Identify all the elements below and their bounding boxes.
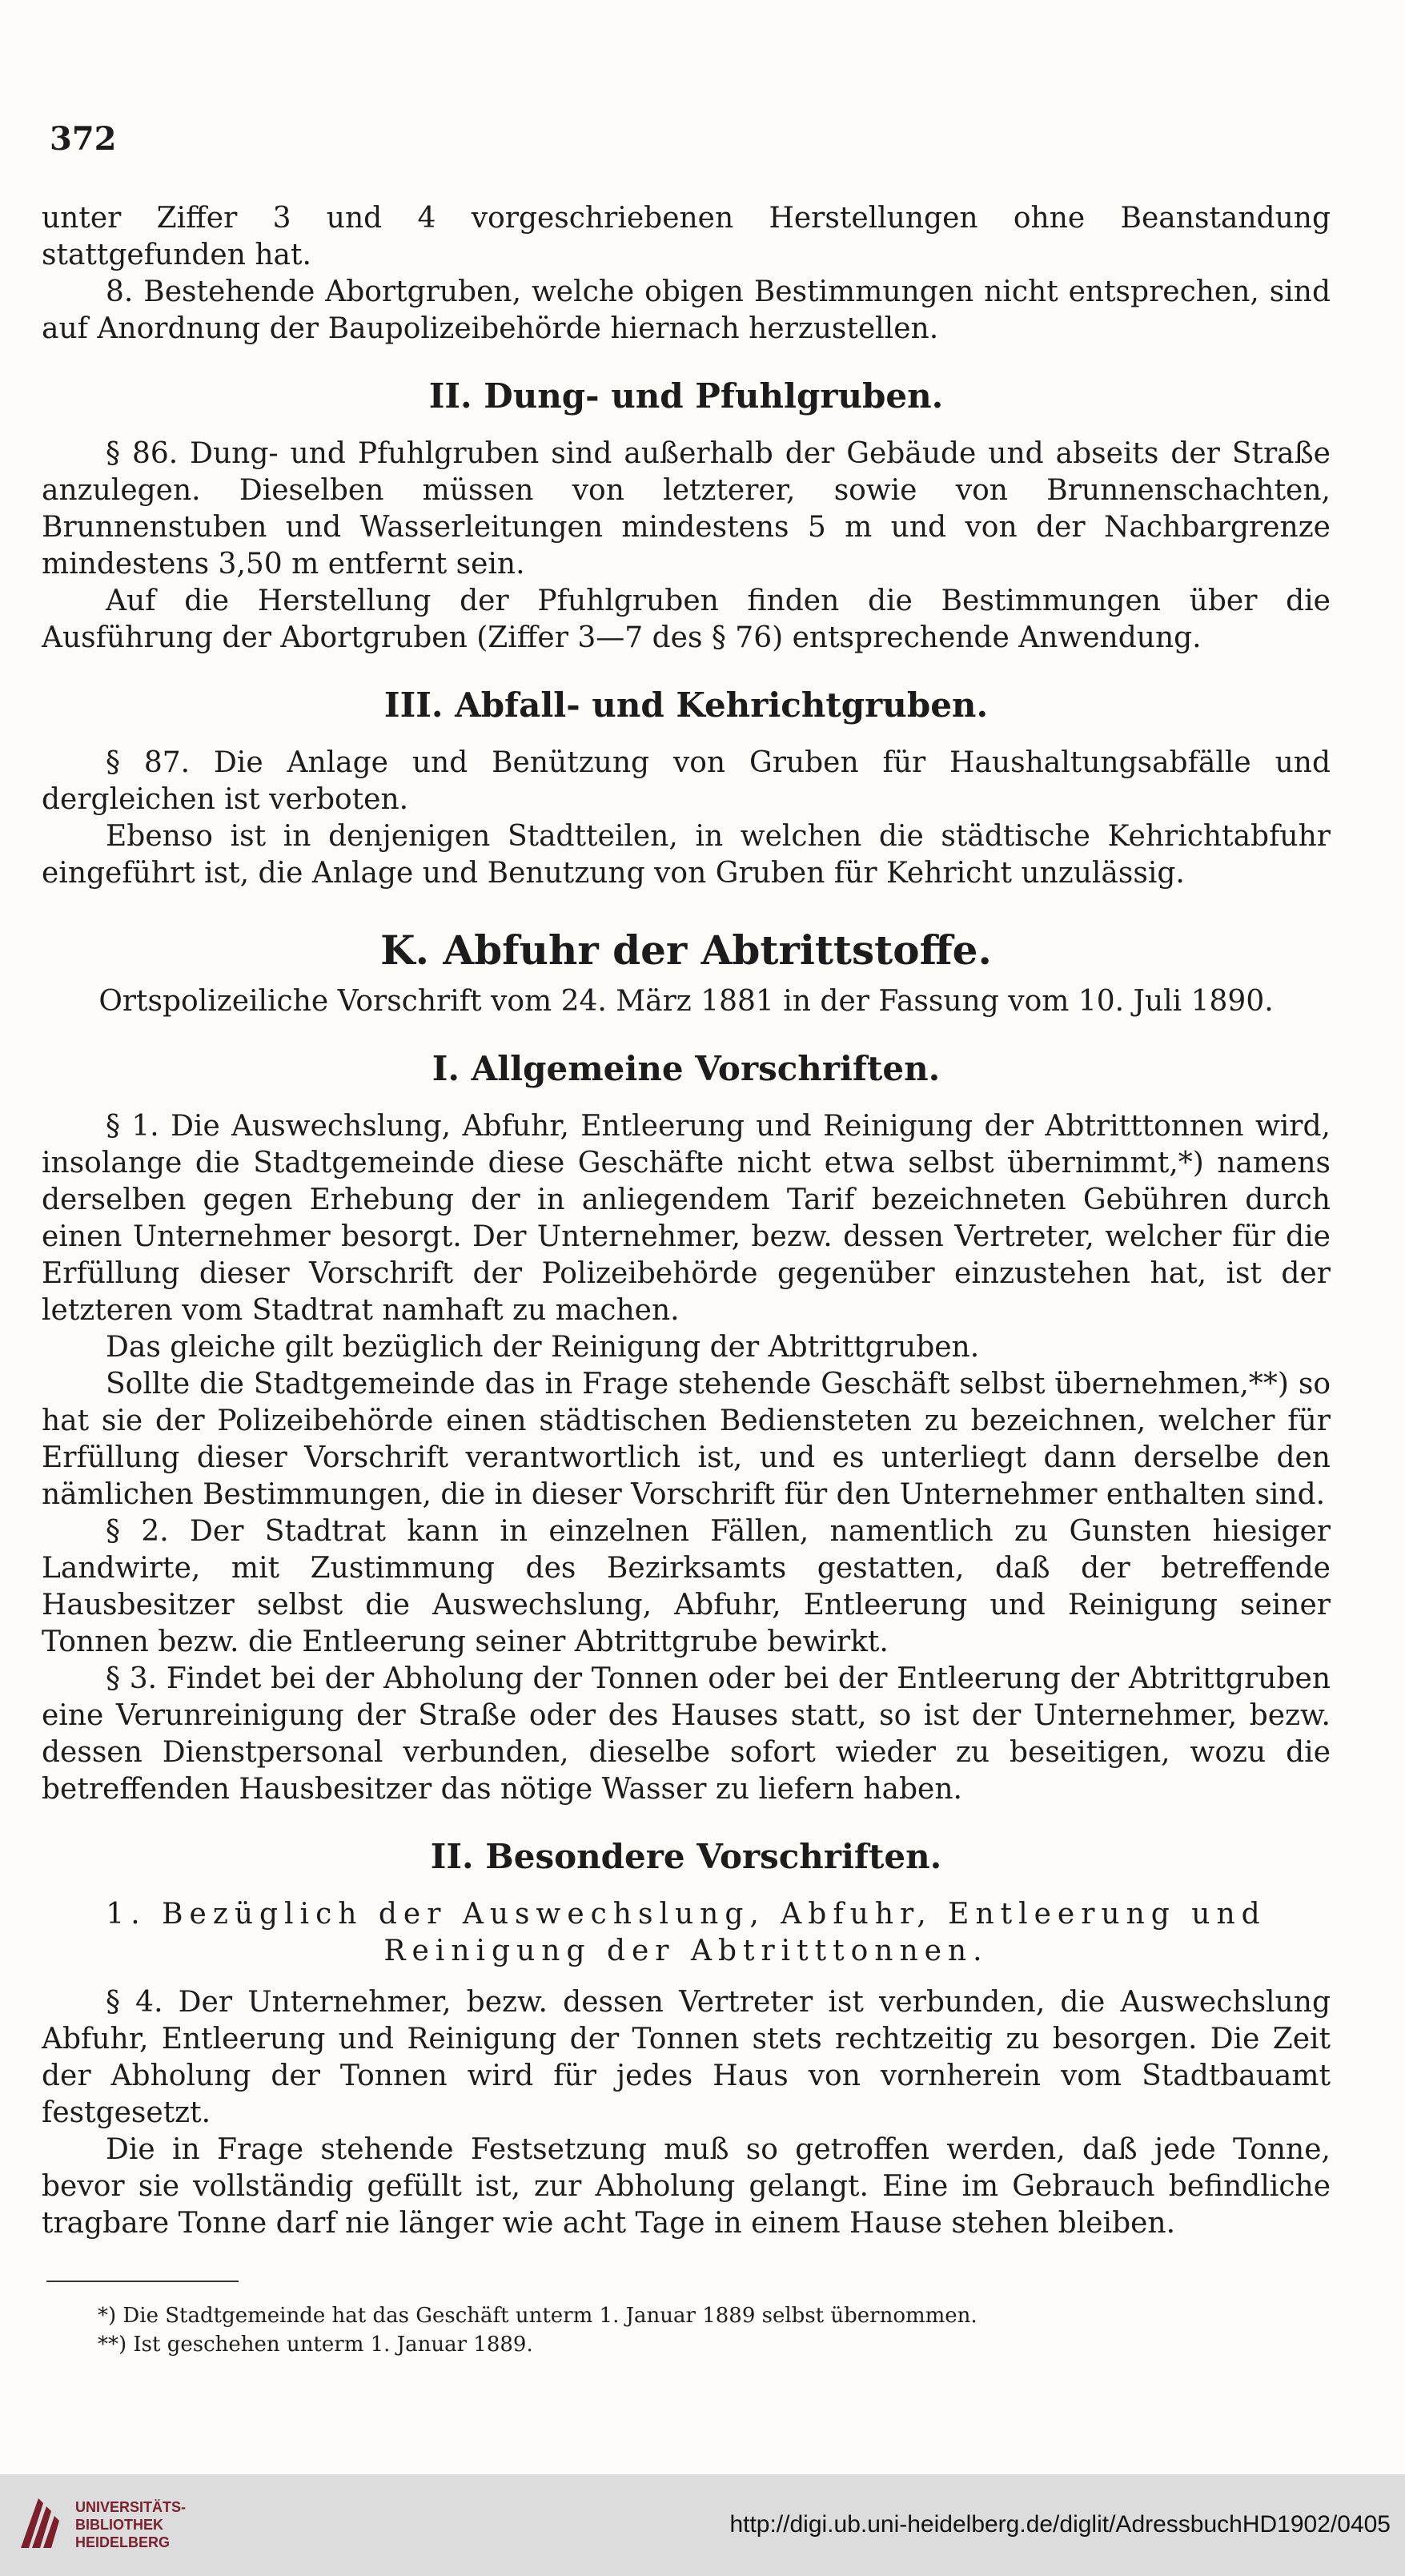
paragraph: Sollte die Stadtgemeinde das in Frage stehende Geschäft selbst übernehmen,**) so hat sie der Polizeibehörde einen städtischen Bediensteten zu bezeichnen, welcher für Erfüllung dieser Vorschrift verantwortlich ist, und es unterliegt dann derselbe den nämlichen Bestimmungen, die in dieser Vorschrift für den Unternehmer enthalten sind. [42, 1368, 1331, 1511]
source-url-link[interactable]: http://digi.ub.uni-heidelberg.de/diglit/AdressbuchHD1902/0405 [729, 2511, 1391, 2538]
paragraph: Das gleiche gilt bezüglich der Reinigung der Abtrittgruben. [106, 1331, 980, 1364]
paragraph: § 3. Findet bei der Abholung der Tonnen oder bei der Entleerung der Abtrittgruben eine Verunreinigung der Straße oder des Hauses statt, so ist der Unternehmer, bezw. dessen Dienstpersonal verbunden, dieselbe sofort wieder zu beseitigen, wozu die betreffenden Hausbesitzer das nötige Wasser zu liefern haben. [42, 1662, 1331, 1806]
paragraph: Auf die Herstellung der Pfuhlgruben finden die Bestimmungen über die Ausführung der Abortgruben (Ziffer 3—7 des § 76) entsprechende Anwendung. [42, 585, 1331, 654]
subsection-heading: Reinigung der Abtritttonnen. [383, 1935, 989, 1967]
paragraph: § 1. Die Auswechslung, Abfuhr, Entleerung und Reinigung der Abtritttonnen wird, insolange die Stadtgemeinde diese Geschäfte nicht etwa selbst übernimmt,*) namens derselben gegen Erhebung der in anliegendem Tarif bezeichneten Gebühren durch einen Unternehmer besorgt. Der Unternehmer, bezw. dessen Vertreter, welcher für die Erfüllung dieser Vorschrift der Polizeibehörde gegenüber einzustehen hat, ist der letzteren vom Stadtrat namhaft zu machen. [42, 1110, 1331, 1327]
regulation-subtitle: Ortspolizeiliche Vorschrift vom 24. März 1881 in der Fassung vom 10. Juli 1890. [98, 985, 1274, 1018]
library-name-line: BIBLIOTHEK [75, 2517, 163, 2533]
footnote-divider [46, 2281, 239, 2282]
footnote: *) Die Stadtgemeinde hat das Geschäft unterm 1. Januar 1889 selbst übernommen. [98, 2304, 977, 2328]
paragraph: Die in Frage stehende Festsetzung muß so getroffen werden, daß jede Tonne, bevor sie vollständig gefüllt ist, zur Abholung gelangt. Eine im Gebrauch befindliche tragbare Tonne darf nie länger wie acht Tage in einem Hause stehen bleiben. [42, 2133, 1331, 2240]
section-heading: III. Abfall- und Kehrichtgruben. [383, 685, 989, 725]
section-heading: II. Besondere Vorschriften. [430, 1837, 942, 1876]
paragraph: unter Ziffer 3 und 4 vorgeschriebenen Herstellungen ohne Beanstandung stattgefunden hat. [42, 202, 1331, 271]
library-name-line: HEIDELBERG [75, 2534, 171, 2550]
section-heading: II. Dung- und Pfuhlgruben. [428, 376, 944, 416]
document-body [42, 200, 1331, 2359]
footnote: **) Ist geschehen unterm 1. Januar 1889. [98, 2333, 533, 2357]
subsection-heading: 1. Bezüglich der Auswechslung, Abfuhr, Entleerung und [106, 1898, 1267, 1931]
paragraph: § 87. Die Anlage und Benützung von Gruben für Haushaltungsabfälle und dergleichen ist verboten. [42, 746, 1331, 816]
paragraph: § 2. Der Stadtrat kann in einzelnen Fällen, namentlich zu Gunsten hiesiger Landwirte, mit Zustimmung des Bezirksamts gestatten, daß der betreffende Hausbesitzer selbst die Auswechslung, Abfuhr, Entleerung und Reinigung seiner Tonnen bezw. die Entleerung seiner Abtrittgrube bewirkt. [42, 1515, 1331, 1658]
paragraph: Ebenso ist in denjenigen Stadtteilen, in welchen die städtische Kehrichtabfuhr eingeführt ist, die Anlage und Benutzung von Gruben für Kehricht unzulässig. [42, 820, 1331, 890]
paragraph: § 4. Der Unternehmer, bezw. dessen Vertreter ist verbunden, die Auswechslung Abfuhr, Entleerung und Reinigung der Tonnen stets rechtzeitig zu besorgen. Die Zeit der Abholung der Tonnen wird für jedes Haus von vornherein vom Stadtbauamt festgesetzt. [42, 1986, 1331, 2129]
section-heading: I. Allgemeine Vorschriften. [432, 1049, 941, 1088]
university-library-logo-icon [14, 2492, 62, 2556]
footer-bar [0, 2474, 1405, 2576]
library-name [75, 2498, 186, 2551]
page-number: 372 [50, 120, 117, 158]
library-name-line: UNIVERSITÄTS- [75, 2499, 187, 2515]
chapter-heading: K. Abfuhr der Abtrittstoffe. [380, 926, 992, 974]
footnotes [42, 2301, 1331, 2359]
paragraph: § 86. Dung- und Pfuhlgruben sind außerhalb der Gebäude und abseits der Straße anzulegen. Dieselben müssen von letzterer, sowie von Brunnenschachten, Brunnenstuben und Wasserleitungen mindestens 5 m und von der Nachbargrenze mindestens 3,50 m entfernt sein. [42, 437, 1331, 581]
paragraph: 8. Bestehende Abortgruben, welche obigen Bestimmungen nicht entsprechen, sind auf Anordnung der Baupolizeibehörde hiernach herzustellen. [42, 275, 1331, 345]
